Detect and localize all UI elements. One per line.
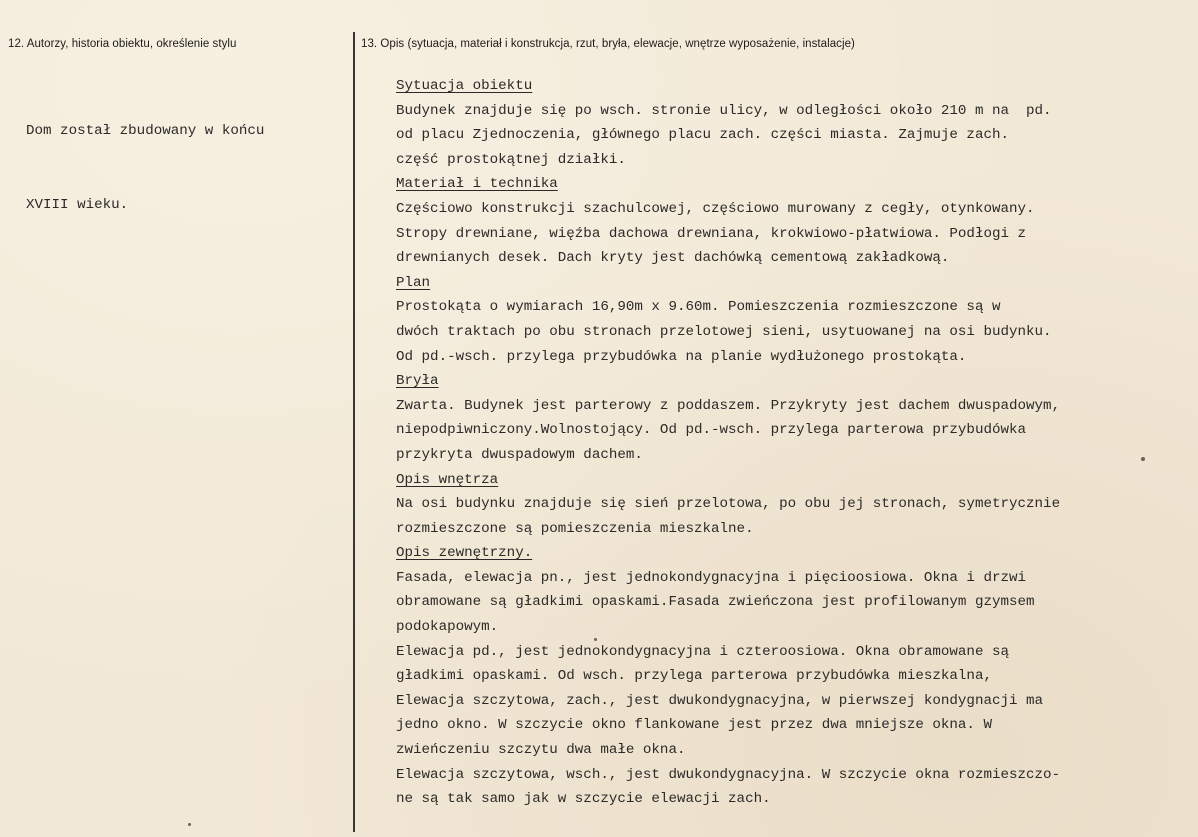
body-line: Budynek znajduje się po wsch. stronie ulicy, w odległości około 210 m na pd.	[396, 102, 1052, 119]
body-line: jedno okno. W szczycie okno flankowane jest przez dwa mniejsze okna. W	[396, 717, 992, 734]
body-line: niepodpiwniczony.Wolnostojący. Od pd.-wsch. przylega parterowa przybudówka	[396, 422, 1027, 439]
section-heading: Opis zewnętrzny.	[396, 545, 533, 562]
ink-speck	[594, 638, 597, 641]
section-heading: Plan	[396, 274, 431, 291]
body-line: XVIII wieku.	[26, 196, 129, 213]
field-12-header: 12. Autorzy, historia obiektu, określenie stylu	[8, 38, 237, 50]
body-line: część prostokątnej działki.	[396, 151, 626, 168]
field-12-body	[8, 70, 348, 267]
section-heading: Sytuacja obiektu	[396, 78, 533, 94]
body-line: podokapowym.	[396, 619, 499, 636]
body-line: Elewacja pd., jest jednokondygnacyjna i czteroosiowa. Okna obramowane są	[396, 643, 1009, 660]
field-13-description	[361, 36, 1191, 812]
body-line: gładkimi opaskami. Od wsch. przylega parterowa przybudówka mieszkalna,	[396, 668, 992, 685]
body-line: Elewacja szczytowa, zach., jest dwukondygnacyjna, w pierwszej kondygnacji ma	[396, 692, 1044, 709]
section-heading: Materiał i technika	[396, 176, 558, 193]
body-line: obramowane są gładkimi opaskami.Fasada zwieńczona jest profilowanym gzymsem	[396, 594, 1035, 611]
body-line: drewnianych desek. Dach kryty jest dachówką cementową zakładkową.	[396, 250, 950, 267]
body-line: od placu Zjednoczenia, głównego placu zach. części miasta. Zajmuje zach.	[396, 127, 1009, 144]
body-line: Stropy drewniane, więźba dachowa drewniana, krokwiowo-płatwiowa. Podłogi z	[396, 225, 1027, 242]
body-line: Fasada, elewacja pn., jest jednokondygnacyjna i pięcioosiowa. Okna i drzwi	[396, 569, 1027, 586]
body-line: Od pd.-wsch. przylega przybudówka na planie wydłużonego prostokąta.	[396, 348, 967, 365]
body-line: zwieńczeniu szczytu dwa małe okna.	[396, 742, 686, 759]
field-13-body	[361, 74, 1191, 812]
field-13-header: 13. Opis (sytuacja, materiał i konstrukcja, rzut, bryła, elewacje, wnętrze wyposażenie, instalacje)	[361, 38, 855, 50]
column-divider	[353, 32, 355, 832]
body-line: Prostokąta o wymiarach 16,90m x 9.60m. Pomieszczenia rozmieszczone są w	[396, 299, 1001, 316]
body-line: Częściowo konstrukcji szachulcowej, częściowo murowany z cegły, otynkowany.	[396, 200, 1035, 217]
section-heading: Opis wnętrza	[396, 471, 499, 488]
body-line: dwóch traktach po obu stronach przelotowej sieni, usytuowanej na osi budynku.	[396, 323, 1052, 340]
body-line: Elewacja szczytowa, wsch., jest dwukondygnacyjna. W szczycie okna rozmieszczo-	[396, 766, 1061, 783]
body-line: Dom został zbudowany w końcu	[26, 123, 265, 140]
body-line: Zwarta. Budynek jest parterowy z poddaszem. Przykryty jest dachem dwuspadowym,	[396, 397, 1061, 414]
section-heading: Bryła	[396, 373, 439, 390]
body-line: ne są tak samo jak w szczycie elewacji zach.	[396, 791, 771, 808]
field-12-authors-history-style	[8, 36, 348, 267]
body-line: Na osi budynku znajduje się sień przelotowa, po obu jej stronach, symetrycznie	[396, 496, 1061, 513]
body-line: przykryta dwuspadowym dachem.	[396, 446, 643, 463]
body-line: rozmieszczone są pomieszczenia mieszkalne.	[396, 520, 754, 537]
ink-speck	[1141, 457, 1145, 461]
ink-speck	[188, 823, 191, 826]
